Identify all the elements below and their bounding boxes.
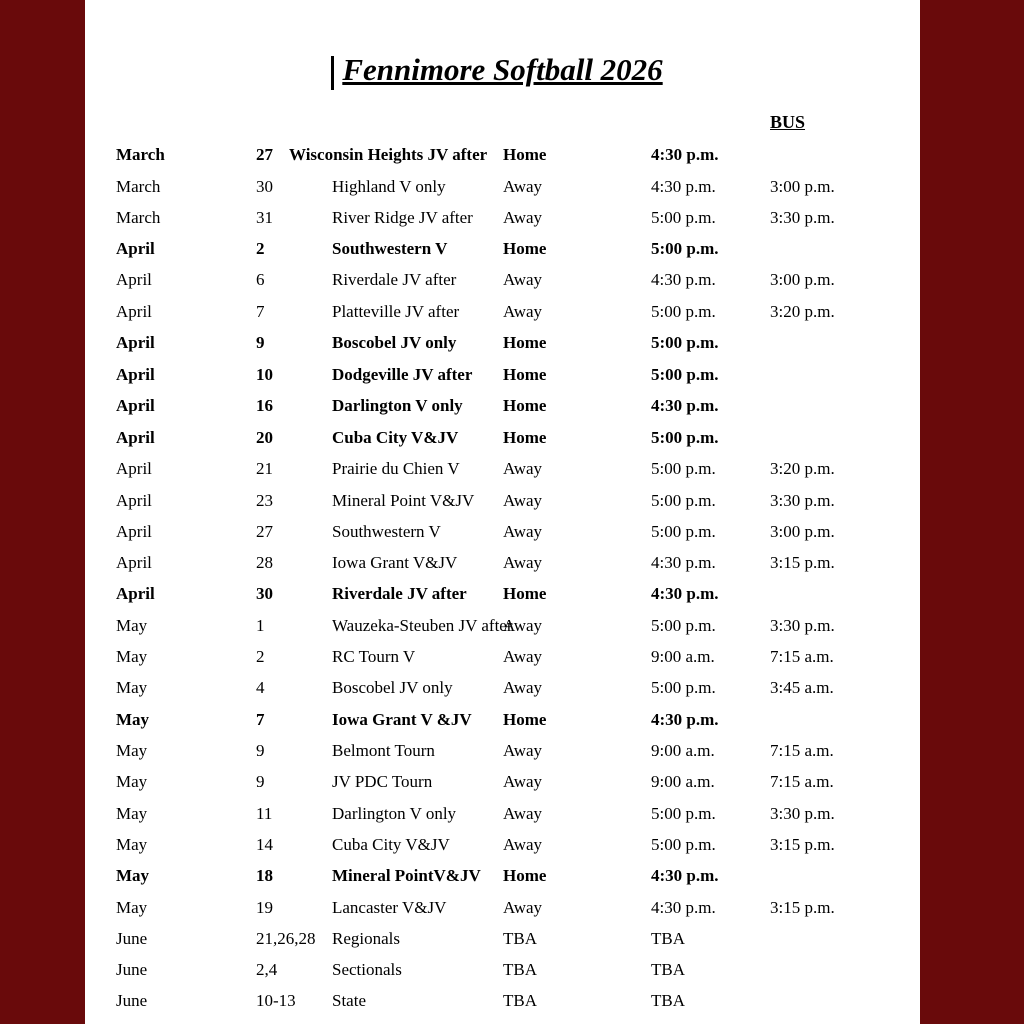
location-cell: Away (503, 835, 543, 854)
month-cell: April (116, 396, 155, 415)
location-cell: Home (503, 365, 547, 384)
time-cell: 5:00 p.m. (651, 333, 719, 352)
location-cell: TBA (503, 960, 537, 979)
time-cell: 4:30 p.m. (651, 710, 719, 729)
time-cell: 4:30 p.m. (651, 270, 716, 289)
day-cell: 30 (256, 584, 273, 603)
time-cell: 5:00 p.m. (651, 239, 719, 258)
time-cell: 5:00 p.m. (651, 804, 716, 823)
bus-time-cell: 3:20 p.m. (770, 302, 835, 321)
time-cell: 4:30 p.m. (651, 898, 716, 917)
schedule-row (85, 678, 920, 700)
day-cell: 21 (256, 459, 273, 478)
schedule-row (85, 302, 920, 324)
bus-column-header: BUS (770, 112, 806, 132)
month-cell: May (116, 741, 148, 760)
day-cell: 30 (256, 177, 273, 196)
schedule-row (85, 177, 920, 199)
location-cell: TBA (503, 929, 537, 948)
month-cell: April (116, 491, 152, 510)
opponent-cell: Darlington V only (332, 804, 457, 823)
opponent-cell: Dodgeville JV after (332, 365, 473, 384)
month-cell: June (116, 991, 148, 1010)
schedule-row (85, 459, 920, 481)
day-cell: 9 (256, 333, 265, 352)
bus-time-cell: 7:15 a.m. (770, 741, 834, 760)
schedule-row (85, 960, 920, 982)
day-cell: 2 (256, 239, 265, 258)
opponent-cell: Lancaster V&JV (332, 898, 447, 917)
location-cell: Away (503, 522, 543, 541)
location-cell: Home (503, 396, 547, 415)
opponent-cell: Mineral Point V&JV (332, 491, 475, 510)
location-cell: Away (503, 741, 543, 760)
location-cell: Away (503, 177, 543, 196)
opponent-cell: Iowa Grant V&JV (332, 553, 458, 572)
day-cell: 2,4 (256, 960, 278, 979)
schedule-row (85, 553, 920, 575)
schedule-row (85, 239, 920, 261)
time-cell: 4:30 p.m. (651, 177, 716, 196)
opponent-cell: Platteville JV after (332, 302, 460, 321)
opponent-cell: Southwestern V (332, 522, 441, 541)
time-cell: 5:00 p.m. (651, 208, 716, 227)
day-cell: 11 (256, 804, 273, 823)
bus-time-cell: 3:00 p.m. (770, 177, 835, 196)
month-cell: April (116, 584, 155, 603)
schedule-row (85, 270, 920, 292)
schedule-row (85, 991, 920, 1013)
time-cell: 5:00 p.m. (651, 491, 716, 510)
location-cell: Away (503, 772, 543, 791)
location-cell: Home (503, 866, 547, 885)
day-cell: 7 (256, 302, 265, 321)
location-cell: Home (503, 239, 547, 258)
day-cell: 27 (256, 145, 273, 164)
bus-time-cell: 3:30 p.m. (770, 491, 835, 510)
bus-time-cell: 3:15 p.m. (770, 553, 835, 572)
schedule-row (85, 710, 920, 732)
day-cell: 23 (256, 491, 273, 510)
day-cell: 9 (256, 772, 265, 791)
month-cell: June (116, 929, 148, 948)
bus-time-cell: 3:00 p.m. (770, 522, 835, 541)
bus-time-cell: 7:15 a.m. (770, 772, 834, 791)
location-cell: Away (503, 804, 543, 823)
location-cell: Home (503, 333, 547, 352)
opponent-cell: Regionals (332, 929, 400, 948)
bus-time-cell: 3:00 p.m. (770, 270, 835, 289)
opponent-cell: Cuba City V&JV (332, 835, 450, 854)
opponent-cell: Boscobel JV only (332, 333, 457, 352)
location-cell: Away (503, 616, 543, 635)
location-cell: Away (503, 898, 543, 917)
bus-time-cell: 7:15 a.m. (770, 647, 834, 666)
month-cell: May (116, 647, 148, 666)
location-cell: Home (503, 145, 547, 164)
time-cell: TBA (651, 960, 685, 979)
month-cell: March (116, 177, 161, 196)
schedule-row (85, 616, 920, 638)
schedule-row (85, 208, 920, 230)
day-cell: 14 (256, 835, 273, 854)
day-cell: 10-13 (256, 991, 296, 1010)
location-cell: Away (503, 270, 543, 289)
schedule-row (85, 145, 920, 167)
schedule-row (85, 835, 920, 857)
bus-time-cell: 3:20 p.m. (770, 459, 835, 478)
time-cell: 4:30 p.m. (651, 145, 719, 164)
month-cell: March (116, 208, 161, 227)
month-cell: April (116, 522, 152, 541)
location-cell: Home (503, 710, 547, 729)
opponent-cell: Belmont Tourn (332, 741, 435, 760)
opponent-cell: State (332, 991, 366, 1010)
month-cell: May (116, 616, 148, 635)
day-cell: 6 (256, 270, 265, 289)
day-cell: 16 (256, 396, 273, 415)
day-cell: 19 (256, 898, 273, 917)
day-cell: 2 (256, 647, 265, 666)
opponent-cell: Southwestern V (332, 239, 448, 258)
time-cell: 5:00 p.m. (651, 835, 716, 854)
document-page (85, 0, 920, 1024)
time-cell: 9:00 a.m. (651, 741, 715, 760)
schedule-row (85, 866, 920, 888)
month-cell: May (116, 772, 148, 791)
location-cell: Away (503, 678, 543, 697)
time-cell: 4:30 p.m. (651, 584, 719, 603)
time-cell: 5:00 p.m. (651, 678, 716, 697)
day-cell: 20 (256, 428, 273, 447)
bus-time-cell: 3:15 p.m. (770, 898, 835, 917)
location-cell: Home (503, 428, 547, 447)
opponent-cell: Highland V only (332, 177, 446, 196)
schedule-row (85, 333, 920, 355)
time-cell: TBA (651, 991, 685, 1010)
month-cell: April (116, 428, 155, 447)
time-cell: 4:30 p.m. (651, 553, 716, 572)
month-cell: April (116, 365, 155, 384)
time-cell: 5:00 p.m. (651, 365, 719, 384)
opponent-cell: Boscobel JV only (332, 678, 453, 697)
bus-time-cell: 3:30 p.m. (770, 804, 835, 823)
opponent-cell: Sectionals (332, 960, 402, 979)
month-cell: April (116, 553, 152, 572)
month-cell: June (116, 960, 148, 979)
schedule-row (85, 584, 920, 606)
month-cell: April (116, 459, 152, 478)
opponent-cell: Darlington V only (332, 396, 463, 415)
schedule-row (85, 647, 920, 669)
opponent-cell: JV PDC Tourn (332, 772, 433, 791)
month-cell: April (116, 270, 152, 289)
bus-time-cell: 3:30 p.m. (770, 616, 835, 635)
month-cell: May (116, 804, 148, 823)
schedule-row (85, 772, 920, 794)
time-cell: 9:00 a.m. (651, 772, 715, 791)
bus-time-cell: 3:45 a.m. (770, 678, 834, 697)
day-cell: 28 (256, 553, 273, 572)
opponent-cell: Iowa Grant V &JV (332, 710, 472, 729)
month-cell: May (116, 898, 148, 917)
opponent-cell: Wisconsin Heights JV after (289, 145, 488, 164)
day-cell: 9 (256, 741, 265, 760)
location-cell: Away (503, 459, 543, 478)
schedule-row (85, 396, 920, 418)
opponent-cell: River Ridge JV after (332, 208, 473, 227)
schedule-row (85, 804, 920, 826)
page-title: Fennimore Softball 2026 (342, 52, 663, 87)
opponent-cell: Prairie du Chien V (332, 459, 460, 478)
time-cell: TBA (651, 929, 685, 948)
month-cell: May (116, 866, 150, 885)
time-cell: 4:30 p.m. (651, 866, 719, 885)
location-cell: TBA (503, 991, 537, 1010)
schedule-row (85, 365, 920, 387)
month-cell: April (116, 333, 155, 352)
schedule-row (85, 741, 920, 763)
location-cell: Home (503, 584, 547, 603)
opponent-cell: RC Tourn V (332, 647, 416, 666)
month-cell: April (116, 302, 152, 321)
day-cell: 1 (256, 616, 265, 635)
schedule-row (85, 898, 920, 920)
month-cell: March (116, 145, 165, 164)
month-cell: May (116, 835, 148, 854)
time-cell: 5:00 p.m. (651, 522, 716, 541)
location-cell: Away (503, 647, 543, 666)
opponent-cell: Riverdale JV after (332, 584, 467, 603)
schedule-row (85, 428, 920, 450)
time-cell: 5:00 p.m. (651, 459, 716, 478)
schedule-row (85, 929, 920, 951)
day-cell: 27 (256, 522, 273, 541)
opponent-cell: Mineral PointV&JV (332, 866, 481, 885)
location-cell: Away (503, 491, 543, 510)
month-cell: May (116, 678, 148, 697)
location-cell: Away (503, 553, 543, 572)
time-cell: 5:00 p.m. (651, 428, 719, 447)
day-cell: 31 (256, 208, 273, 227)
day-cell: 10 (256, 365, 273, 384)
opponent-cell: Wauzeka-Steuben JV after (332, 616, 513, 635)
month-cell: April (116, 239, 155, 258)
time-cell: 9:00 a.m. (651, 647, 715, 666)
time-cell: 5:00 p.m. (651, 302, 716, 321)
location-cell: Away (503, 208, 543, 227)
bus-time-cell: 3:30 p.m. (770, 208, 835, 227)
time-cell: 5:00 p.m. (651, 616, 716, 635)
time-cell: 4:30 p.m. (651, 396, 719, 415)
day-cell: 4 (256, 678, 265, 697)
bus-time-cell: 3:15 p.m. (770, 835, 835, 854)
day-cell: 7 (256, 710, 265, 729)
opponent-cell: Cuba City V&JV (332, 428, 459, 447)
month-cell: May (116, 710, 150, 729)
opponent-cell: Riverdale JV after (332, 270, 457, 289)
day-cell: 18 (256, 866, 273, 885)
day-cell: 21,26,28 (256, 929, 316, 948)
schedule-row (85, 522, 920, 544)
location-cell: Away (503, 302, 543, 321)
schedule-row (85, 491, 920, 513)
